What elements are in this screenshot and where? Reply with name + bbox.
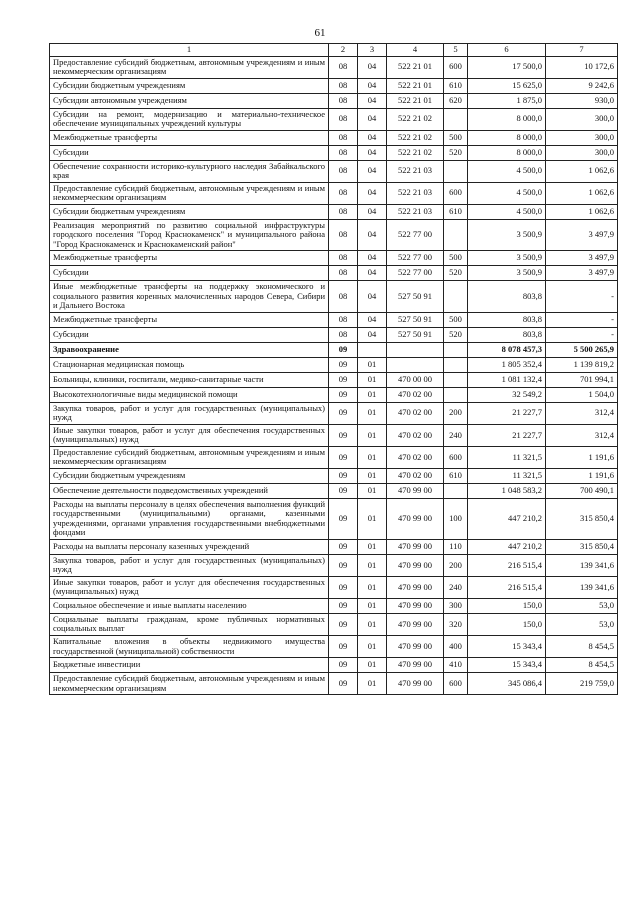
section-code-cell: 08 bbox=[329, 108, 358, 130]
row-name-cell: Субсидии на ремонт, модернизацию и материально-техническое обеспечение муниципальных учреждений культуры bbox=[50, 108, 329, 130]
row-name-cell: Субсидии автономным учреждениям bbox=[50, 93, 329, 108]
table-row bbox=[50, 658, 618, 673]
expense-type-cell: 500 bbox=[444, 312, 468, 327]
target-article-cell: 470 99 00 bbox=[387, 498, 444, 539]
actual-amount-cell: 219 759,0 bbox=[546, 673, 618, 695]
subsection-code-cell: 01 bbox=[358, 446, 387, 468]
target-article-cell: 522 21 02 bbox=[387, 108, 444, 130]
table-row bbox=[50, 56, 618, 78]
table-row bbox=[50, 598, 618, 613]
table-row bbox=[50, 78, 618, 93]
row-name-cell: Межбюджетные трансферты bbox=[50, 312, 329, 327]
expense-type-cell bbox=[444, 108, 468, 130]
subsection-code-cell: 04 bbox=[358, 145, 387, 160]
subsection-code-cell: 04 bbox=[358, 266, 387, 281]
target-article-cell bbox=[387, 342, 444, 357]
section-code-cell: 08 bbox=[329, 145, 358, 160]
actual-amount-cell: 1 062,6 bbox=[546, 204, 618, 219]
row-name-cell: Межбюджетные трансферты bbox=[50, 130, 329, 145]
subsection-code-cell: 01 bbox=[358, 357, 387, 372]
expense-type-cell bbox=[444, 281, 468, 313]
table-row bbox=[50, 446, 618, 468]
table-row bbox=[50, 635, 618, 657]
planned-amount-cell: 32 549,2 bbox=[468, 387, 546, 402]
subsection-code-cell: 01 bbox=[358, 576, 387, 598]
expense-type-cell: 300 bbox=[444, 598, 468, 613]
row-name-cell: Стационарная медицинская помощь bbox=[50, 357, 329, 372]
target-article-cell: 527 50 91 bbox=[387, 327, 444, 342]
expense-type-cell: 600 bbox=[444, 56, 468, 78]
section-code-cell: 09 bbox=[329, 483, 358, 498]
planned-amount-cell: 4 500,0 bbox=[468, 160, 546, 182]
column-header: 2 bbox=[329, 44, 358, 57]
column-header: 3 bbox=[358, 44, 387, 57]
expense-type-cell bbox=[444, 357, 468, 372]
table-row bbox=[50, 251, 618, 266]
actual-amount-cell: 1 139 819,2 bbox=[546, 357, 618, 372]
actual-amount-cell: 8 454,5 bbox=[546, 658, 618, 673]
expense-type-cell: 610 bbox=[444, 78, 468, 93]
subsection-code-cell: 04 bbox=[358, 251, 387, 266]
planned-amount-cell: 1 805 352,4 bbox=[468, 357, 546, 372]
section-code-cell: 08 bbox=[329, 182, 358, 204]
target-article-cell: 470 99 00 bbox=[387, 613, 444, 635]
actual-amount-cell: 701 994,1 bbox=[546, 372, 618, 387]
column-header: 5 bbox=[444, 44, 468, 57]
actual-amount-cell: 300,0 bbox=[546, 145, 618, 160]
expense-type-cell: 520 bbox=[444, 327, 468, 342]
row-name-cell: Субсидии bbox=[50, 327, 329, 342]
expense-type-cell: 600 bbox=[444, 446, 468, 468]
subsection-code-cell: 01 bbox=[358, 402, 387, 424]
expense-type-cell: 320 bbox=[444, 613, 468, 635]
table-row bbox=[50, 468, 618, 483]
subsection-code-cell: 04 bbox=[358, 56, 387, 78]
table-row bbox=[50, 357, 618, 372]
subsection-code-cell: 01 bbox=[358, 483, 387, 498]
target-article-cell: 470 02 00 bbox=[387, 468, 444, 483]
planned-amount-cell: 8 000,0 bbox=[468, 145, 546, 160]
target-article-cell: 470 99 00 bbox=[387, 576, 444, 598]
actual-amount-cell: 3 497,9 bbox=[546, 219, 618, 251]
header-row bbox=[50, 44, 618, 57]
expense-type-cell bbox=[444, 219, 468, 251]
actual-amount-cell: 10 172,6 bbox=[546, 56, 618, 78]
actual-amount-cell: 1 504,0 bbox=[546, 387, 618, 402]
row-name-cell: Субсидии бюджетным учреждениям bbox=[50, 204, 329, 219]
table-row bbox=[50, 342, 618, 357]
row-name-cell: Обеспечение деятельности подведомственных учреждений bbox=[50, 483, 329, 498]
actual-amount-cell: 930,0 bbox=[546, 93, 618, 108]
expense-type-cell: 400 bbox=[444, 635, 468, 657]
target-article-cell: 527 50 91 bbox=[387, 281, 444, 313]
subsection-code-cell: 01 bbox=[358, 554, 387, 576]
actual-amount-cell: 1 062,6 bbox=[546, 182, 618, 204]
section-code-cell: 08 bbox=[329, 312, 358, 327]
section-code-cell: 09 bbox=[329, 357, 358, 372]
table-row bbox=[50, 483, 618, 498]
subsection-code-cell: 01 bbox=[358, 539, 387, 554]
table-row bbox=[50, 266, 618, 281]
table-row bbox=[50, 554, 618, 576]
expense-type-cell bbox=[444, 387, 468, 402]
planned-amount-cell: 447 210,2 bbox=[468, 498, 546, 539]
section-code-cell: 09 bbox=[329, 673, 358, 695]
table-row bbox=[50, 93, 618, 108]
section-code-cell: 08 bbox=[329, 204, 358, 219]
row-name-cell: Иные межбюджетные трансферты на поддержку экономического и социального развития коренных малочисленных народов Севера, Сибири и Дальнего Востока bbox=[50, 281, 329, 313]
column-header: 1 bbox=[50, 44, 329, 57]
table-row bbox=[50, 130, 618, 145]
subsection-code-cell: 04 bbox=[358, 160, 387, 182]
target-article-cell: 522 21 02 bbox=[387, 130, 444, 145]
planned-amount-cell: 1 048 583,2 bbox=[468, 483, 546, 498]
actual-amount-cell: - bbox=[546, 327, 618, 342]
planned-amount-cell: 3 500,9 bbox=[468, 251, 546, 266]
budget-table bbox=[49, 43, 618, 695]
subsection-code-cell: 01 bbox=[358, 613, 387, 635]
planned-amount-cell: 11 321,5 bbox=[468, 446, 546, 468]
expense-type-cell bbox=[444, 342, 468, 357]
section-code-cell: 09 bbox=[329, 402, 358, 424]
planned-amount-cell: 150,0 bbox=[468, 598, 546, 613]
planned-amount-cell: 1 081 132,4 bbox=[468, 372, 546, 387]
row-name-cell: Высокотехнологичные виды медицинской помощи bbox=[50, 387, 329, 402]
subsection-code-cell: 01 bbox=[358, 658, 387, 673]
planned-amount-cell: 11 321,5 bbox=[468, 468, 546, 483]
planned-amount-cell: 15 343,4 bbox=[468, 658, 546, 673]
section-code-cell: 08 bbox=[329, 266, 358, 281]
section-code-cell: 08 bbox=[329, 160, 358, 182]
planned-amount-cell: 21 227,7 bbox=[468, 424, 546, 446]
expense-type-cell: 610 bbox=[444, 204, 468, 219]
subsection-code-cell: 01 bbox=[358, 673, 387, 695]
target-article-cell: 470 99 00 bbox=[387, 673, 444, 695]
expense-type-cell: 500 bbox=[444, 130, 468, 145]
target-article-cell: 470 99 00 bbox=[387, 635, 444, 657]
expense-type-cell: 620 bbox=[444, 93, 468, 108]
section-code-cell: 08 bbox=[329, 219, 358, 251]
subsection-code-cell: 04 bbox=[358, 93, 387, 108]
table-row bbox=[50, 372, 618, 387]
table-row bbox=[50, 204, 618, 219]
section-code-cell: 09 bbox=[329, 598, 358, 613]
subsection-code-cell bbox=[358, 342, 387, 357]
section-code-cell: 09 bbox=[329, 372, 358, 387]
target-article-cell: 470 02 00 bbox=[387, 446, 444, 468]
table-row bbox=[50, 327, 618, 342]
row-name-cell: Субсидии бюджетным учреждениям bbox=[50, 78, 329, 93]
planned-amount-cell: 803,8 bbox=[468, 327, 546, 342]
page-number: 61 bbox=[314, 27, 326, 39]
actual-amount-cell: 53,0 bbox=[546, 613, 618, 635]
row-name-cell: Социальное обеспечение и иные выплаты населению bbox=[50, 598, 329, 613]
planned-amount-cell: 803,8 bbox=[468, 281, 546, 313]
planned-amount-cell: 150,0 bbox=[468, 613, 546, 635]
row-name-cell: Субсидии bbox=[50, 145, 329, 160]
expense-type-cell: 410 bbox=[444, 658, 468, 673]
subsection-code-cell: 01 bbox=[358, 468, 387, 483]
expense-type-cell bbox=[444, 372, 468, 387]
row-name-cell: Предоставление субсидий бюджетным, автономным учреждениям и иным некоммерческим организациям bbox=[50, 56, 329, 78]
table-row bbox=[50, 673, 618, 695]
table-row bbox=[50, 539, 618, 554]
table-row bbox=[50, 387, 618, 402]
subsection-code-cell: 04 bbox=[358, 130, 387, 145]
section-code-cell: 09 bbox=[329, 468, 358, 483]
subsection-code-cell: 04 bbox=[358, 204, 387, 219]
section-code-cell: 09 bbox=[329, 613, 358, 635]
table-row bbox=[50, 498, 618, 539]
planned-amount-cell: 803,8 bbox=[468, 312, 546, 327]
actual-amount-cell: 9 242,6 bbox=[546, 78, 618, 93]
row-name-cell: Иные закупки товаров, работ и услуг для обеспечения государственных (муниципальных) нужд bbox=[50, 424, 329, 446]
section-code-cell: 09 bbox=[329, 576, 358, 598]
row-name-cell: Расходы на выплаты персоналу в целях обеспечения выполнения функций государственными (муниципальными) органами, казенными учреждениями, органами управления государственными внебюджетными фондами bbox=[50, 498, 329, 539]
target-article-cell: 522 77 00 bbox=[387, 251, 444, 266]
target-article-cell: 470 00 00 bbox=[387, 372, 444, 387]
actual-amount-cell: 700 490,1 bbox=[546, 483, 618, 498]
actual-amount-cell: 315 850,4 bbox=[546, 539, 618, 554]
target-article-cell: 522 21 03 bbox=[387, 182, 444, 204]
subsection-code-cell: 01 bbox=[358, 498, 387, 539]
actual-amount-cell: 5 500 265,9 bbox=[546, 342, 618, 357]
table-row bbox=[50, 424, 618, 446]
target-article-cell: 522 21 01 bbox=[387, 56, 444, 78]
row-name-cell: Предоставление субсидий бюджетным, автономным учреждениям и иным некоммерческим организациям bbox=[50, 182, 329, 204]
row-name-cell: Предоставление субсидий бюджетным, автономным учреждениям и иным некоммерческим организациям bbox=[50, 446, 329, 468]
actual-amount-cell: 1 191,6 bbox=[546, 446, 618, 468]
expense-type-cell: 240 bbox=[444, 576, 468, 598]
target-article-cell: 470 02 00 bbox=[387, 402, 444, 424]
target-article-cell: 522 21 02 bbox=[387, 145, 444, 160]
subsection-code-cell: 04 bbox=[358, 327, 387, 342]
target-article-cell: 522 21 03 bbox=[387, 204, 444, 219]
row-name-cell: Реализация мероприятий по развитию социальной инфраструктуры городского поселения "Город Краснокаменск" и муниципального района "Город Краснокаменск и Краснокаменский район" bbox=[50, 219, 329, 251]
expense-type-cell: 520 bbox=[444, 145, 468, 160]
section-code-cell: 09 bbox=[329, 424, 358, 446]
expense-type-cell: 600 bbox=[444, 673, 468, 695]
subsection-code-cell: 01 bbox=[358, 635, 387, 657]
actual-amount-cell: 312,4 bbox=[546, 424, 618, 446]
table-row bbox=[50, 108, 618, 130]
row-name-cell: Иные закупки товаров, работ и услуг для обеспечения государственных (муниципальных) нужд bbox=[50, 576, 329, 598]
subsection-code-cell: 04 bbox=[358, 312, 387, 327]
target-article-cell: 470 99 00 bbox=[387, 658, 444, 673]
planned-amount-cell: 4 500,0 bbox=[468, 204, 546, 219]
target-article-cell: 470 99 00 bbox=[387, 598, 444, 613]
row-name-cell: Больницы, клиники, госпитали, медико-санитарные части bbox=[50, 372, 329, 387]
planned-amount-cell: 447 210,2 bbox=[468, 539, 546, 554]
section-code-cell: 09 bbox=[329, 387, 358, 402]
expense-type-cell: 200 bbox=[444, 554, 468, 576]
target-article-cell: 522 77 00 bbox=[387, 266, 444, 281]
expense-type-cell: 500 bbox=[444, 251, 468, 266]
planned-amount-cell: 15 625,0 bbox=[468, 78, 546, 93]
subsection-code-cell: 04 bbox=[358, 219, 387, 251]
subsection-code-cell: 04 bbox=[358, 108, 387, 130]
planned-amount-cell: 8 000,0 bbox=[468, 130, 546, 145]
row-name-cell: Закупка товаров, работ и услуг для государственных (муниципальных) нужд bbox=[50, 402, 329, 424]
subsection-code-cell: 01 bbox=[358, 387, 387, 402]
expense-type-cell: 610 bbox=[444, 468, 468, 483]
section-code-cell: 08 bbox=[329, 93, 358, 108]
row-name-cell: Обеспечение сохранности историко-культурного наследия Забайкальского края bbox=[50, 160, 329, 182]
actual-amount-cell: 8 454,5 bbox=[546, 635, 618, 657]
section-code-cell: 08 bbox=[329, 327, 358, 342]
section-code-cell: 08 bbox=[329, 281, 358, 313]
section-code-cell: 09 bbox=[329, 342, 358, 357]
planned-amount-cell: 216 515,4 bbox=[468, 554, 546, 576]
table-row bbox=[50, 576, 618, 598]
expense-type-cell bbox=[444, 160, 468, 182]
actual-amount-cell: 315 850,4 bbox=[546, 498, 618, 539]
target-article-cell: 522 21 01 bbox=[387, 93, 444, 108]
actual-amount-cell: 53,0 bbox=[546, 598, 618, 613]
expense-type-cell: 110 bbox=[444, 539, 468, 554]
expense-type-cell bbox=[444, 483, 468, 498]
planned-amount-cell: 216 515,4 bbox=[468, 576, 546, 598]
section-code-cell: 09 bbox=[329, 658, 358, 673]
row-name-cell: Закупка товаров, работ и услуг для государственных (муниципальных) нужд bbox=[50, 554, 329, 576]
planned-amount-cell: 8 000,0 bbox=[468, 108, 546, 130]
target-article-cell: 470 99 00 bbox=[387, 483, 444, 498]
table-row bbox=[50, 281, 618, 313]
planned-amount-cell: 3 500,9 bbox=[468, 219, 546, 251]
subsection-code-cell: 01 bbox=[358, 598, 387, 613]
expense-type-cell: 200 bbox=[444, 402, 468, 424]
subsection-code-cell: 01 bbox=[358, 424, 387, 446]
planned-amount-cell: 17 500,0 bbox=[468, 56, 546, 78]
table-row bbox=[50, 613, 618, 635]
target-article-cell: 527 50 91 bbox=[387, 312, 444, 327]
planned-amount-cell: 345 086,4 bbox=[468, 673, 546, 695]
actual-amount-cell: - bbox=[546, 281, 618, 313]
row-name-cell: Капитальные вложения в объекты недвижимого имущества государственной (муниципальной) собственности bbox=[50, 635, 329, 657]
target-article-cell: 470 99 00 bbox=[387, 539, 444, 554]
planned-amount-cell: 1 875,0 bbox=[468, 93, 546, 108]
expense-type-cell: 240 bbox=[444, 424, 468, 446]
actual-amount-cell: 3 497,9 bbox=[546, 251, 618, 266]
row-name-cell: Субсидии bbox=[50, 266, 329, 281]
target-article-cell: 470 02 00 bbox=[387, 424, 444, 446]
section-code-cell: 09 bbox=[329, 498, 358, 539]
subsection-code-cell: 04 bbox=[358, 281, 387, 313]
expense-type-cell: 520 bbox=[444, 266, 468, 281]
section-code-cell: 09 bbox=[329, 446, 358, 468]
row-name-cell: Расходы на выплаты персоналу казенных учреждений bbox=[50, 539, 329, 554]
subsection-code-cell: 04 bbox=[358, 182, 387, 204]
row-name-cell: Здравоохранение bbox=[50, 342, 329, 357]
actual-amount-cell: 3 497,9 bbox=[546, 266, 618, 281]
table-row bbox=[50, 402, 618, 424]
actual-amount-cell: 139 341,6 bbox=[546, 576, 618, 598]
planned-amount-cell: 3 500,9 bbox=[468, 266, 546, 281]
actual-amount-cell: 300,0 bbox=[546, 108, 618, 130]
section-code-cell: 08 bbox=[329, 56, 358, 78]
row-name-cell: Социальные выплаты гражданам, кроме публичных нормативных социальных выплат bbox=[50, 613, 329, 635]
planned-amount-cell: 4 500,0 bbox=[468, 182, 546, 204]
planned-amount-cell: 15 343,4 bbox=[468, 635, 546, 657]
column-header: 4 bbox=[387, 44, 444, 57]
row-name-cell: Предоставление субсидий бюджетным, автономным учреждениям и иным некоммерческим организациям bbox=[50, 673, 329, 695]
table-row bbox=[50, 160, 618, 182]
table-row bbox=[50, 219, 618, 251]
row-name-cell: Бюджетные инвестиции bbox=[50, 658, 329, 673]
actual-amount-cell: 1 062,6 bbox=[546, 160, 618, 182]
target-article-cell: 522 77 00 bbox=[387, 219, 444, 251]
target-article-cell bbox=[387, 357, 444, 372]
table-row bbox=[50, 312, 618, 327]
subsection-code-cell: 01 bbox=[358, 372, 387, 387]
section-code-cell: 09 bbox=[329, 554, 358, 576]
subsection-code-cell: 04 bbox=[358, 78, 387, 93]
expense-type-cell: 600 bbox=[444, 182, 468, 204]
planned-amount-cell: 21 227,7 bbox=[468, 402, 546, 424]
planned-amount-cell: 8 078 457,3 bbox=[468, 342, 546, 357]
target-article-cell: 522 21 01 bbox=[387, 78, 444, 93]
table-row bbox=[50, 182, 618, 204]
section-code-cell: 09 bbox=[329, 635, 358, 657]
row-name-cell: Субсидии бюджетным учреждениям bbox=[50, 468, 329, 483]
row-name-cell: Межбюджетные трансферты bbox=[50, 251, 329, 266]
table-row bbox=[50, 145, 618, 160]
section-code-cell: 09 bbox=[329, 539, 358, 554]
actual-amount-cell: 139 341,6 bbox=[546, 554, 618, 576]
column-header: 7 bbox=[546, 44, 618, 57]
section-code-cell: 08 bbox=[329, 78, 358, 93]
section-code-cell: 08 bbox=[329, 130, 358, 145]
section-code-cell: 08 bbox=[329, 251, 358, 266]
actual-amount-cell: - bbox=[546, 312, 618, 327]
actual-amount-cell: 300,0 bbox=[546, 130, 618, 145]
actual-amount-cell: 1 191,6 bbox=[546, 468, 618, 483]
target-article-cell: 470 99 00 bbox=[387, 554, 444, 576]
target-article-cell: 522 21 03 bbox=[387, 160, 444, 182]
actual-amount-cell: 312,4 bbox=[546, 402, 618, 424]
column-header: 6 bbox=[468, 44, 546, 57]
expense-type-cell: 100 bbox=[444, 498, 468, 539]
target-article-cell: 470 02 00 bbox=[387, 387, 444, 402]
